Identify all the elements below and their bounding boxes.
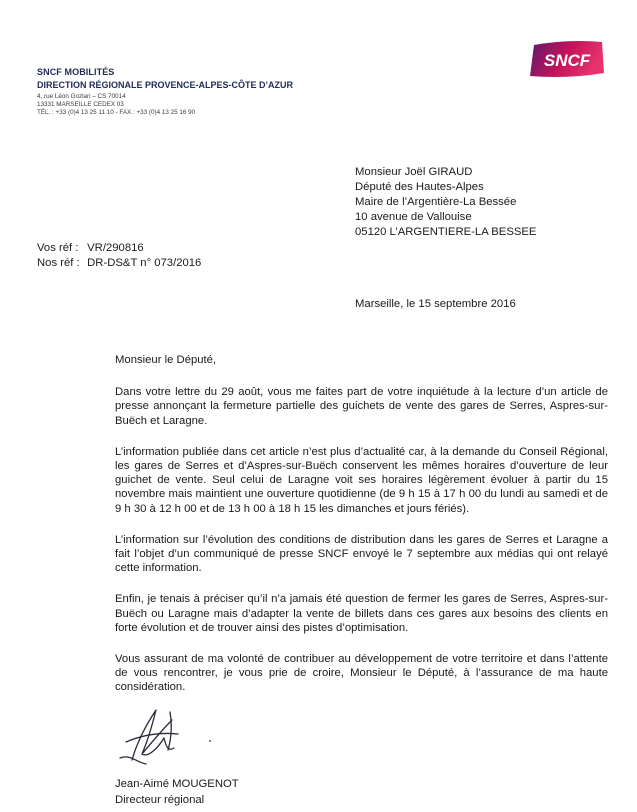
letter-body [115,353,608,712]
handwritten-signature [112,702,222,768]
body-paragraph: L’information sur l’évolution des conditions de distribution dans les gares de Serres et Laragne a fait l’objet d’un communiqué de presse SNCF envoyé le 7 septembre aux médias qui ont relayé cette information. [115,533,608,575]
sncf-logo-text: SNCF [543,51,591,70]
ref-vos [37,241,201,256]
sender-org: SNCF MOBILITÉS [37,67,115,77]
sender-phone-fax: TÉL. : +33 (0)4 13 25 11 10 - FAX : +33 (0)4 13 25 16 90 [37,109,196,117]
sncf-logo [528,39,606,79]
salutation: Monsieur le Député, [115,354,217,366]
sender-address [37,93,293,118]
signer-name: Jean-Aimé MOUGENOT [115,778,239,790]
ref-vos-value: VR/290816 [87,242,144,254]
signer-block [115,776,239,808]
body-paragraph: Enfin, je tenais à préciser qu’il n’a jamais été question de fermer les gares de Serres, Aspres-sur-Buëch ou Laragne mais d’adapter la vente de billets dans ces gares aux besoins des clients en forte évolution et de trouver ainsi des pistes d’optimisation. [115,593,608,634]
ref-nos [37,256,201,271]
sender-block [37,68,293,118]
ref-nos-value: DR-DS&T n° 073/2016 [87,257,202,269]
letter-date: Marseille, le 15 septembre 2016 [355,298,516,310]
body-paragraph: Vous assurant de ma volonté de contribuer au développement de votre territoire et dans l’attente de vous rencontrer, je vous prie de croire, Monsieur le Député, à l’assurance de ma haute considération. [115,653,608,694]
references [37,241,201,271]
recipient-line: Maire de l’Argentière-La Bessée [355,196,517,208]
recipient-line: 10 avenue de Vallouise [355,211,472,223]
sender-direction: DIRECTION RÉGIONALE PROVENCE-ALPES-CÔTE D’AZUR [37,80,294,90]
sender-address-line2: 13331 MARSEILLE CEDEX 03 [37,101,124,109]
recipient-line: Monsieur Joël GIRAUD [355,166,473,178]
ref-nos-label: Nos réf : [37,257,80,269]
recipient-line: Député des Hautes-Alpes [355,181,484,193]
body-paragraph: L’information publiée dans cet article n’est plus d’actualité car, à la demande du Conseil Régional, les gares de Serres et d’Aspres-sur-Buëch conservent les mêmes horaires d’ouverture de leur guichet de vente. Seul celui de Laragne voit ses horaires légèrement évoluer à partir du 15 novembre mais maintient une ouverture quotidienne (de 9 h 15 à 17 h 00 du lundi au samedi et de 9 h 30 à 12 h 00 et de 13 h 00 à 18 h 15 les dimanches et jours fériés). [115,445,608,515]
ref-vos-label: Vos réf : [37,242,79,254]
body-paragraph: Dans votre lettre du 29 août, vous me faites part de votre inquiétude à la lecture d’un article de presse annonçant la fermeture partielle des guichets de vente des gares de Serres, Aspres-sur-Buëch et Laragne. [115,386,608,427]
recipient-line: 05120 L’ARGENTIERE-LA BESSEE [355,226,537,238]
recipient-address [355,165,536,240]
signer-title: Directeur régional [115,794,205,806]
sender-address-line1: 4, rue Léon Gozlan – CS 70014 [37,93,126,100]
